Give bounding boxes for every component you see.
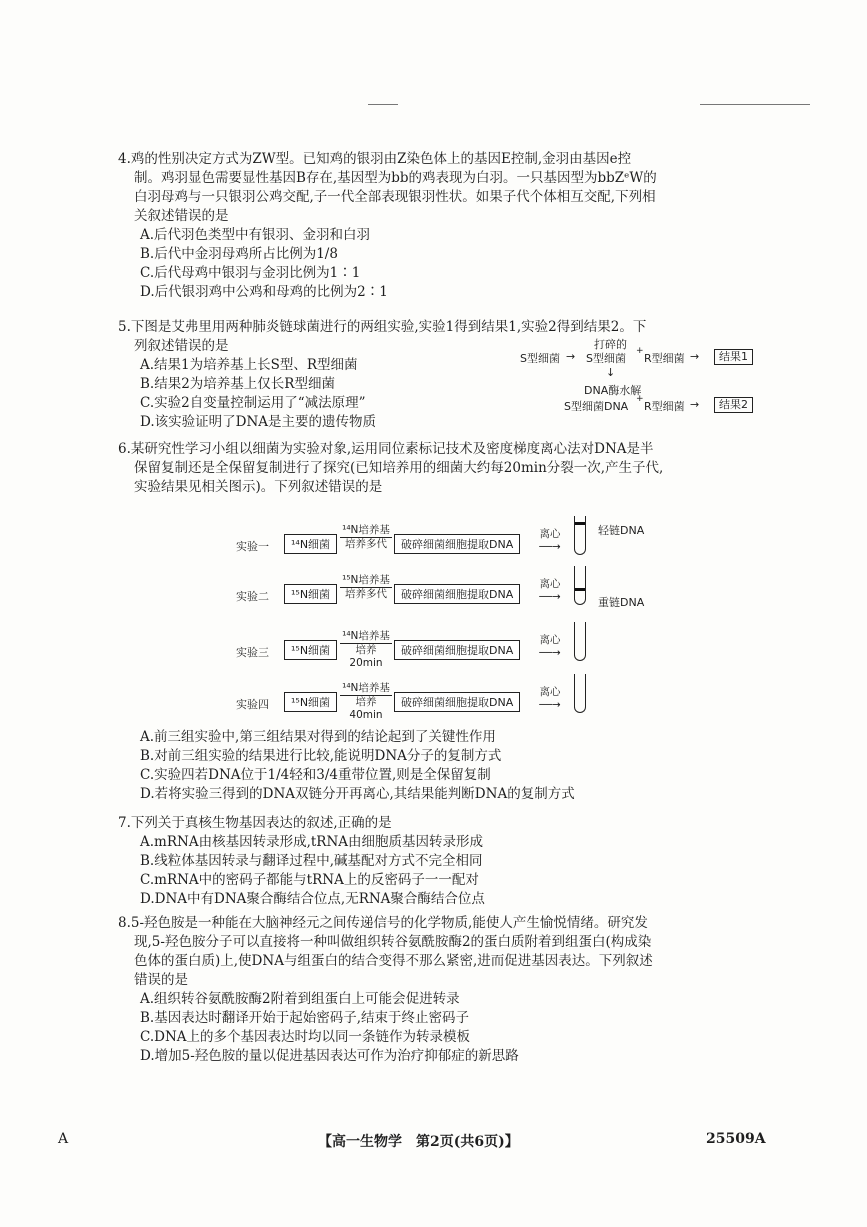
exp2-extract: 破碎细菌细胞提取DNA <box>394 584 520 604</box>
q4-option-d: D.后代银羽鸡中公鸡和母鸡的比例为2∶1 <box>140 284 388 300</box>
footer-page-info: 【高一生物学 第2页(共6页)】 <box>318 1134 519 1150</box>
q5-broken-label: 打碎的 <box>594 338 627 351</box>
q5-dnase: DNA酶水解 <box>584 384 642 397</box>
q5-option-d: D.该实验证明了DNA是主要的遗传物质 <box>140 414 377 430</box>
q5-stem-line-2: 列叙述错误的是 <box>134 338 229 354</box>
q5-option-a: A.结果1为培养基上长S型、R型细菌 <box>140 357 358 373</box>
exp3-bacteria: ¹⁵N细菌 <box>284 640 337 660</box>
q8-option-d: D.增加5-羟色胺的量以促进基因表达可作为治疗抑郁症的新思路 <box>140 1048 519 1064</box>
exp1-centrifuge-label: 离心 <box>539 528 561 540</box>
experiment-2 <box>236 574 656 618</box>
top-rule-right <box>700 104 810 105</box>
experiment-1 <box>236 524 656 568</box>
exp2-name: 实验二 <box>236 590 269 603</box>
q5-diagram <box>520 336 770 424</box>
footer-left-mark: A <box>58 1131 69 1147</box>
exp3-medium: ¹⁴N培养基 <box>340 630 392 644</box>
q5-broken-s: S型细菌 <box>586 352 626 365</box>
q5-r-cell-1: R型细菌 <box>644 352 685 365</box>
q5-arrow-down: ↓ <box>606 366 616 379</box>
q8-stem-line-2: 现,5-羟色胺分子可以直接将一种叫做组织转谷氨酰胺酶2的蛋白质附着到组蛋白(构成染 <box>134 934 652 950</box>
top-rule-left <box>368 104 398 105</box>
q8-stem-line-3: 色体的蛋白质)上,使DNA与组蛋白的结合变得不那么紧密,进而促进基因表达。下列叙述 <box>134 953 653 969</box>
exp3-centrifuge: 离心 ──→ <box>539 634 561 659</box>
exp3-condition <box>340 630 392 670</box>
exp4-tube <box>574 674 586 713</box>
q7-option-b: B.线粒体基因转录与翻译过程中,碱基配对方式不完全相同 <box>140 853 483 869</box>
exp2-band <box>575 588 585 591</box>
q7-stem: 7.下列关于真核生物基因表达的叙述,正确的是 <box>118 815 392 831</box>
q6-option-b: B.对前三组实验的结果进行比较,能说明DNA分子的复制方式 <box>140 748 502 764</box>
q5-arrow-2: → <box>690 350 700 363</box>
q6-option-d: D.若将实验三得到的DNA双链分开再离心,其结果能判断DNA的复制方式 <box>140 786 575 802</box>
exp1-extract: 破碎细菌细胞提取DNA <box>394 534 520 554</box>
q5-result-2: 结果2 <box>714 397 753 413</box>
exp4-condition <box>340 682 392 722</box>
q7-option-d: D.DNA中有DNA聚合酶结合位点,无RNA聚合酶结合位点 <box>140 891 485 907</box>
q7-option-a: A.mRNA由核基因转录形成,tRNA由细胞质基因转录形成 <box>140 834 484 850</box>
q5-option-b: B.结果2为培养基上仅长R型细菌 <box>140 376 335 392</box>
exp4-time: 培养40min <box>349 696 383 721</box>
q5-s-dna: S型细菌DNA <box>564 400 629 413</box>
experiment-4 <box>236 682 656 726</box>
exp3-tube <box>574 622 586 661</box>
q4-option-a: A.后代羽色类型中有银羽、金羽和白羽 <box>140 227 371 243</box>
q5-plus-2: + <box>636 394 644 404</box>
q6-option-c: C.实验四若DNA位于1/4轻和3/4重带位置,则是全保留复制 <box>140 767 491 783</box>
q4-stem-line-1: 4.鸡的性别决定方式为ZW型。已知鸡的银羽由Z染色体上的基因E控制,金羽由基因e控 <box>118 151 632 167</box>
q7-option-c: C.mRNA中的密码子都能与tRNA上的反密码子一一配对 <box>140 872 479 888</box>
exp4-name: 实验四 <box>236 698 269 711</box>
exp2-tube <box>574 566 586 605</box>
q4-stem-line-2: 制。鸡羽显色需要显性基因B存在,基因型为bb的鸡表现为白羽。一只基因型为bbZᵉW的 <box>134 170 657 186</box>
exp2-time: 培养多代 <box>345 588 387 600</box>
experiment-3 <box>236 630 656 674</box>
exp3-name: 实验三 <box>236 646 269 659</box>
q8-stem-line-1: 8.5-羟色胺是一种能在大脑神经元之间传递信号的化学物质,能使人产生愉悦情绪。研究发 <box>118 915 648 931</box>
exp2-bacteria: ¹⁵N细菌 <box>284 584 337 604</box>
exp2-condition <box>340 574 392 601</box>
q8-stem-line-4: 错误的是 <box>134 972 188 988</box>
exp4-centrifuge: 离心 ──→ <box>539 686 561 711</box>
exp4-extract: 破碎细菌细胞提取DNA <box>394 692 520 712</box>
q6-stem-line-2: 保留复制还是全保留复制进行了探究(已知培养用的细菌大约每20min分裂一次,产生子代, <box>134 460 664 476</box>
exp2-centrifuge-label: 离心 <box>539 578 561 590</box>
footer-code: 25509A <box>706 1131 766 1147</box>
exp3-centrifuge-label: 离心 <box>539 634 561 646</box>
exp2-medium: ¹⁵N培养基 <box>340 574 392 588</box>
q6-option-a: A.前三组实验中,第三组结果对得到的结论起到了关键性作用 <box>140 729 496 745</box>
q8-option-a: A.组织转谷氨酰胺酶2附着到组蛋白上可能会促进转录 <box>140 991 460 1007</box>
exp1-bacteria: ¹⁴N细菌 <box>284 534 337 554</box>
q5-stem-line-1: 5.下图是艾弗里用两种肺炎链球菌进行的两组实验,实验1得到结果1,实验2得到结果2。下 <box>118 319 647 335</box>
exp1-band <box>575 522 585 525</box>
q5-result-1: 结果1 <box>714 349 753 365</box>
exp1-tube <box>574 516 586 555</box>
q5-arrow-1: → <box>566 350 576 363</box>
q5-arrow-3: → <box>690 398 700 411</box>
exp1-result: 轻链DNA <box>598 524 645 537</box>
q6-stem-line-3: 实验结果见相关图示)。下列叙述错误的是 <box>134 479 383 495</box>
q8-option-b: B.基因表达时翻译开始于起始密码子,结束于终止密码子 <box>140 1010 470 1026</box>
q6-stem-line-1: 6.某研究性学习小组以细菌为实验对象,运用同位素标记技术及密度梯度离心法对DNA是半 <box>118 441 654 457</box>
exp1-medium: ¹⁴N培养基 <box>340 524 392 538</box>
q5-r-cell-2: R型细菌 <box>644 400 685 413</box>
exp1-condition <box>340 524 392 551</box>
exp1-centrifuge: 离心 ──→ <box>539 528 561 553</box>
q4-stem-line-4: 关叙述错误的是 <box>134 208 229 224</box>
question-6 <box>118 440 778 497</box>
q5-plus-1: + <box>636 346 644 356</box>
question-4 <box>118 150 778 302</box>
q8-option-c: C.DNA上的多个基因表达时均以同一条链作为转录模板 <box>140 1029 471 1045</box>
exp4-centrifuge-label: 离心 <box>539 686 561 698</box>
q5-s-cell: S型细菌 <box>520 352 560 365</box>
question-7 <box>118 814 778 909</box>
exp4-medium: ¹⁴N培养基 <box>340 682 392 696</box>
exp3-extract: 破碎细菌细胞提取DNA <box>394 640 520 660</box>
exp2-centrifuge: 离心 ──→ <box>539 578 561 603</box>
q4-stem-line-3: 白羽母鸡与一只银羽公鸡交配,子一代全部表现银羽性状。如果子代个体相互交配,下列相 <box>134 189 656 205</box>
exp2-result: 重链DNA <box>598 596 645 609</box>
q4-option-c: C.后代母鸡中银羽与金羽比例为1∶1 <box>140 265 361 281</box>
exp3-time: 培养20min <box>349 644 383 669</box>
question-6-options <box>118 728 778 804</box>
exp4-bacteria: ¹⁵N细菌 <box>284 692 337 712</box>
exp1-time: 培养多代 <box>345 538 387 550</box>
exp1-name: 实验一 <box>236 540 269 553</box>
q4-option-b: B.后代中金羽母鸡所占比例为1/8 <box>140 246 338 262</box>
question-8 <box>118 914 778 1066</box>
q5-option-c: C.实验2自变量控制运用了“减法原理” <box>140 395 366 411</box>
